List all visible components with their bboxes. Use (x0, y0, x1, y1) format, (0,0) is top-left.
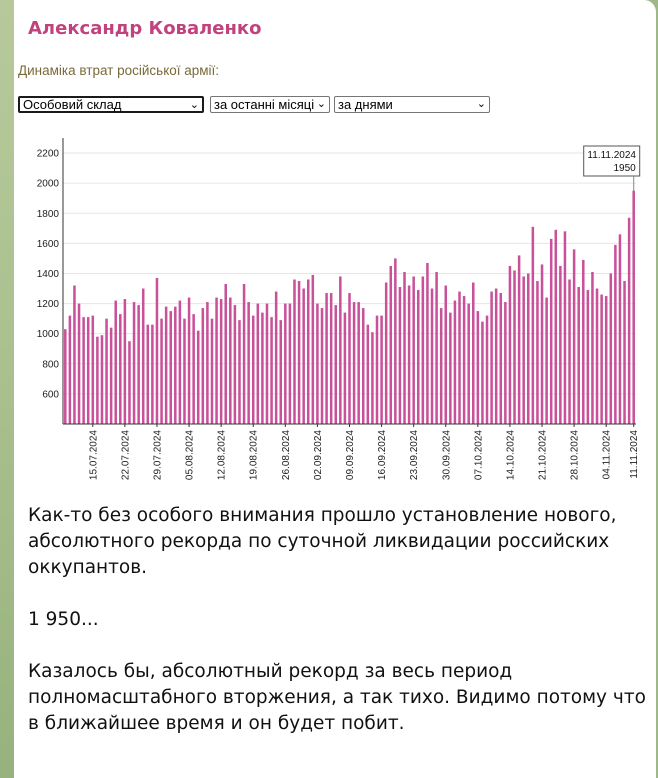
bar[interactable] (174, 307, 177, 424)
bar[interactable] (183, 319, 186, 424)
x-tick-label: 11.11.2024 (629, 430, 641, 479)
bar[interactable] (339, 276, 342, 424)
bar[interactable] (582, 260, 585, 424)
bar[interactable] (628, 218, 631, 424)
x-tick-label: 12.08.2024 (216, 430, 228, 481)
bar[interactable] (573, 249, 576, 424)
bar[interactable] (101, 335, 104, 424)
bar[interactable] (568, 279, 571, 424)
x-tick-label: 14.10.2024 (505, 430, 517, 481)
bar[interactable] (312, 275, 315, 424)
bar[interactable] (96, 337, 99, 424)
bar[interactable] (445, 286, 448, 424)
y-tick-label: 1600 (36, 238, 59, 250)
bar[interactable] (78, 304, 81, 424)
x-tick-label: 15.07.2024 (88, 430, 100, 481)
bar[interactable] (486, 316, 489, 424)
bar[interactable] (206, 302, 209, 424)
bar[interactable] (536, 281, 539, 424)
bar[interactable] (458, 292, 461, 424)
bar[interactable] (490, 292, 493, 424)
bar[interactable] (266, 304, 269, 424)
bar[interactable] (422, 276, 425, 424)
bar[interactable] (69, 316, 72, 424)
bar[interactable] (243, 284, 246, 424)
chart-header-title: Динаміка втрат російської армії: (18, 63, 220, 78)
bar[interactable] (541, 264, 544, 424)
bar[interactable] (463, 296, 466, 424)
bar[interactable] (128, 341, 131, 424)
bar[interactable] (252, 316, 255, 424)
y-tick-label: 2200 (36, 148, 59, 160)
bar[interactable] (325, 293, 328, 424)
bar[interactable] (298, 281, 301, 424)
bar[interactable] (64, 329, 67, 424)
bar[interactable] (257, 304, 260, 424)
bar[interactable] (165, 307, 168, 424)
bar[interactable] (426, 263, 429, 424)
chevron-down-icon: ⌄ (316, 98, 326, 110)
bar[interactable] (179, 301, 182, 424)
bar[interactable] (302, 289, 305, 424)
losses-chart (14, 132, 656, 492)
y-tick-label: 600 (42, 389, 59, 401)
bar[interactable] (87, 317, 90, 424)
bar[interactable] (555, 230, 558, 424)
post-paragraph: Как-то без особого внимания прошло установление нового, абсолютного рекорда по суточной ликвидации российских оккупантов. (28, 505, 617, 578)
bar[interactable] (279, 320, 282, 424)
bar[interactable] (623, 281, 626, 424)
tooltip-value: 1950 (613, 163, 636, 174)
bar[interactable] (619, 234, 622, 424)
bar[interactable] (156, 278, 159, 424)
y-tick-label: 1000 (36, 329, 59, 341)
x-tick-label: 09.09.2024 (345, 430, 356, 481)
bar[interactable] (229, 298, 232, 424)
bar[interactable] (472, 283, 475, 424)
bar[interactable] (238, 320, 241, 424)
bar[interactable] (527, 273, 530, 424)
bar[interactable] (522, 276, 525, 424)
bar[interactable] (399, 287, 402, 424)
bar[interactable] (137, 305, 140, 424)
bar[interactable] (357, 302, 360, 424)
bar[interactable] (224, 284, 227, 424)
x-tick-label: 16.09.2024 (377, 430, 389, 481)
bar[interactable] (564, 231, 567, 424)
bar[interactable] (403, 272, 406, 424)
y-tick-label: 1800 (36, 208, 59, 220)
chevron-down-icon: ⌄ (476, 98, 486, 110)
x-tick-label: 04.11.2024 (601, 430, 613, 480)
bar[interactable] (371, 332, 374, 424)
x-tick-label: 05.08.2024 (184, 430, 196, 481)
bar[interactable] (211, 319, 214, 424)
x-tick-label: 29.07.2024 (152, 430, 164, 481)
x-tick-label: 19.08.2024 (248, 430, 260, 481)
x-tick-label: 07.10.2024 (473, 430, 485, 481)
bar[interactable] (500, 293, 503, 424)
bar[interactable] (518, 255, 521, 424)
granularity-select-value: за днями (338, 97, 393, 112)
post-paragraph: 1 950... (28, 609, 99, 630)
bar[interactable] (467, 304, 470, 424)
bar[interactable] (142, 289, 145, 424)
bar[interactable] (133, 302, 136, 424)
bar[interactable] (270, 317, 273, 424)
bar[interactable] (577, 287, 580, 424)
bar[interactable] (160, 319, 163, 424)
bar[interactable] (188, 298, 191, 424)
bar[interactable] (362, 308, 365, 424)
bar[interactable] (431, 289, 434, 424)
bar[interactable] (408, 286, 411, 424)
bar[interactable] (202, 308, 205, 424)
bar[interactable] (509, 266, 512, 424)
bar[interactable] (169, 311, 172, 424)
bar[interactable] (367, 325, 370, 424)
bar[interactable] (417, 290, 420, 424)
x-tick-label: 02.09.2024 (312, 430, 324, 481)
bar[interactable] (454, 301, 457, 424)
bar[interactable] (513, 270, 516, 424)
granularity-select[interactable] (334, 96, 490, 113)
bar[interactable] (632, 191, 635, 424)
x-tick-label: 23.09.2024 (409, 430, 421, 481)
bar[interactable] (316, 304, 319, 424)
bar[interactable] (504, 302, 507, 424)
bar[interactable] (532, 227, 535, 424)
bar[interactable] (380, 316, 383, 424)
bar[interactable] (124, 299, 127, 424)
bar[interactable] (495, 289, 498, 424)
bar[interactable] (435, 272, 438, 424)
bar[interactable] (284, 304, 287, 424)
bar[interactable] (348, 293, 351, 424)
bar[interactable] (92, 316, 95, 424)
bar[interactable] (215, 298, 218, 424)
chat-background (0, 0, 14, 778)
bar[interactable] (261, 313, 264, 424)
bar[interactable] (605, 296, 608, 424)
bar[interactable] (119, 314, 122, 424)
period-select[interactable] (210, 96, 330, 113)
x-tick-label: 26.08.2024 (280, 430, 292, 481)
bar[interactable] (440, 308, 443, 424)
bar[interactable] (275, 292, 278, 424)
bar[interactable] (545, 298, 548, 424)
x-tick-label: 30.09.2024 (441, 430, 453, 481)
bar[interactable] (394, 258, 397, 424)
x-tick-label: 21.10.2024 (537, 430, 549, 481)
bar[interactable] (559, 266, 562, 424)
bar[interactable] (550, 239, 553, 424)
bar[interactable] (82, 317, 85, 424)
bar[interactable] (412, 276, 415, 424)
bar[interactable] (385, 283, 388, 424)
bar[interactable] (389, 266, 392, 424)
bar[interactable] (192, 314, 195, 424)
tooltip-date: 11.11.2024 (587, 150, 636, 161)
period-select-value: за останні місяці (214, 97, 315, 112)
bar[interactable] (481, 322, 484, 424)
bar[interactable] (596, 289, 599, 424)
bar[interactable] (600, 295, 603, 424)
y-tick-label: 800 (42, 359, 59, 371)
bar[interactable] (105, 319, 108, 424)
bar[interactable] (114, 301, 117, 424)
bar[interactable] (344, 313, 347, 424)
bar[interactable] (307, 279, 310, 424)
post-paragraph: Казалось бы, абсолютный рекорд за весь период полномасштабного вторжения, а так тихо. Видимо потому что в ближайшее время и он будет побит. (28, 661, 646, 734)
chevron-down-icon: ⌄ (189, 99, 199, 111)
bar[interactable] (293, 279, 296, 424)
bar[interactable] (477, 311, 480, 424)
bar[interactable] (73, 286, 76, 424)
bar[interactable] (197, 331, 200, 424)
bar[interactable] (334, 305, 337, 424)
bar[interactable] (289, 304, 292, 424)
bar[interactable] (220, 299, 223, 424)
bar[interactable] (234, 305, 237, 424)
bar[interactable] (591, 272, 594, 424)
y-tick-label: 1200 (36, 299, 59, 311)
losses-chart-svg (14, 132, 656, 492)
bar[interactable] (151, 325, 154, 424)
bar[interactable] (321, 308, 324, 424)
category-select-value: Особовий склад (23, 97, 122, 112)
y-tick-label: 1400 (36, 268, 59, 280)
bar[interactable] (587, 290, 590, 424)
category-select[interactable] (18, 96, 204, 113)
message-bubble (14, 0, 656, 778)
x-tick-label: 22.07.2024 (120, 430, 132, 481)
sender-name[interactable]: Александр Коваленко (28, 18, 262, 39)
bar[interactable] (353, 302, 356, 424)
y-tick-label: 2000 (36, 178, 59, 190)
bar[interactable] (376, 316, 379, 424)
bar[interactable] (110, 328, 113, 424)
bar[interactable] (147, 325, 150, 424)
bar[interactable] (610, 273, 613, 424)
bar[interactable] (614, 245, 617, 424)
bar[interactable] (330, 293, 333, 424)
bar[interactable] (449, 313, 452, 424)
post-text (28, 503, 648, 763)
bar[interactable] (247, 302, 250, 424)
x-tick-label: 28.10.2024 (569, 430, 581, 481)
